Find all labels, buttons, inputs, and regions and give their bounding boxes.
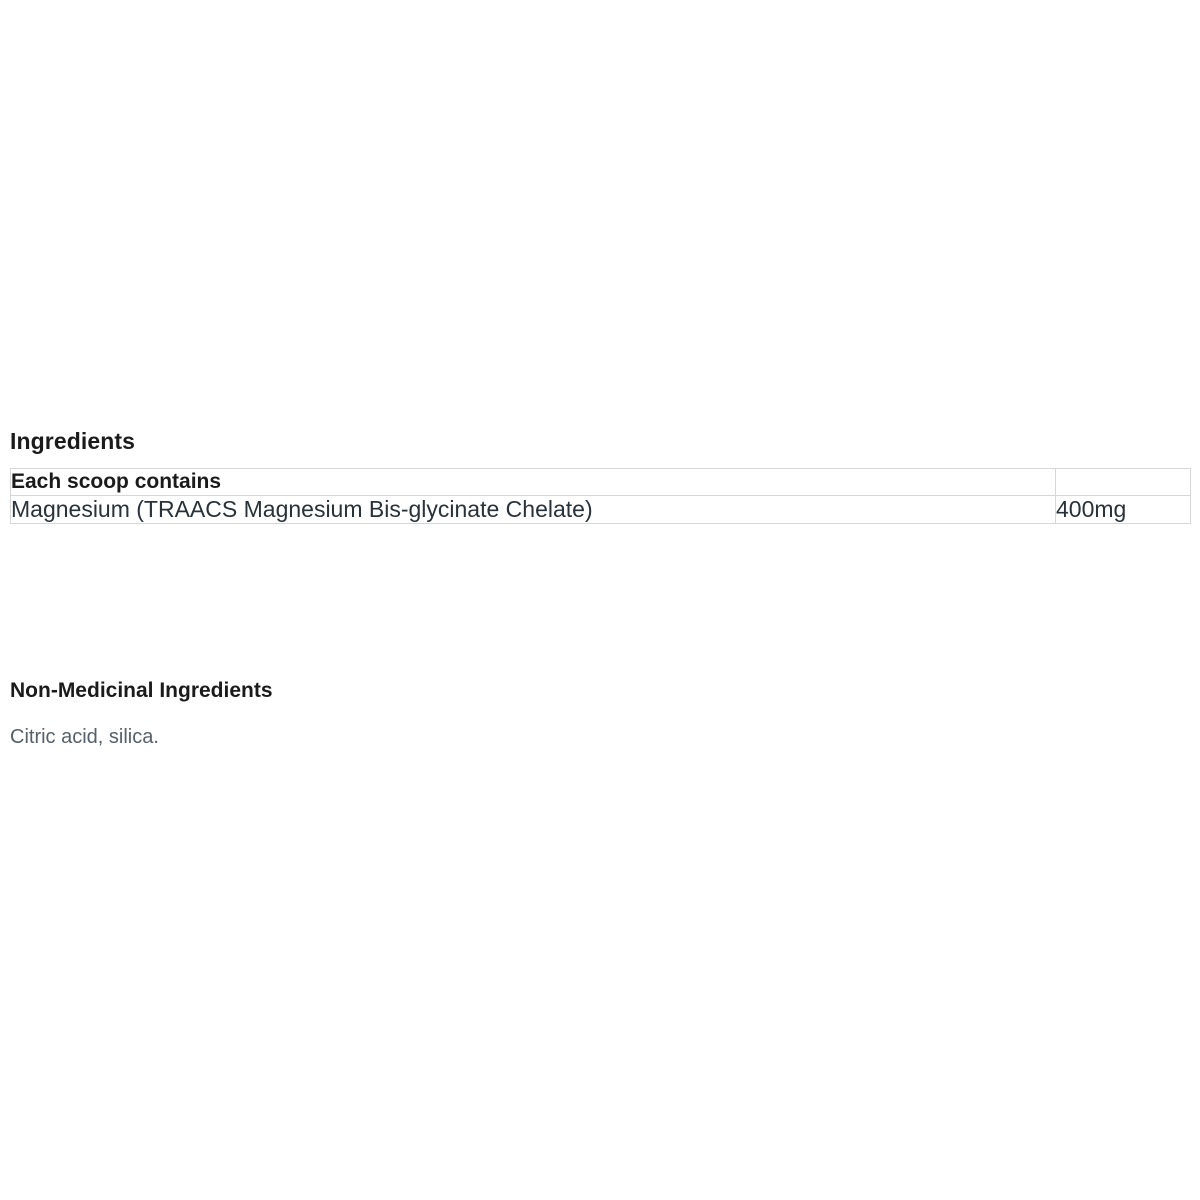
table-header-amount [1056, 468, 1191, 495]
ingredients-heading: Ingredients [10, 428, 136, 454]
non-medicinal-heading: Non-Medicinal Ingredients [10, 679, 273, 702]
non-medicinal-text: Citric acid, silica. [10, 726, 159, 749]
table-header-row [11, 468, 1191, 495]
table-row [11, 495, 1191, 524]
non-medicinal-ingredients-section [10, 678, 1190, 751]
ingredients-table [10, 468, 1191, 525]
ingredients-section [10, 428, 1190, 524]
table-header-name: Each scoop contains [11, 468, 1056, 495]
ingredient-amount: 400mg [1056, 495, 1191, 524]
ingredient-name: Magnesium (TRAACS Magnesium Bis-glycinate Chelate) [11, 495, 1056, 524]
